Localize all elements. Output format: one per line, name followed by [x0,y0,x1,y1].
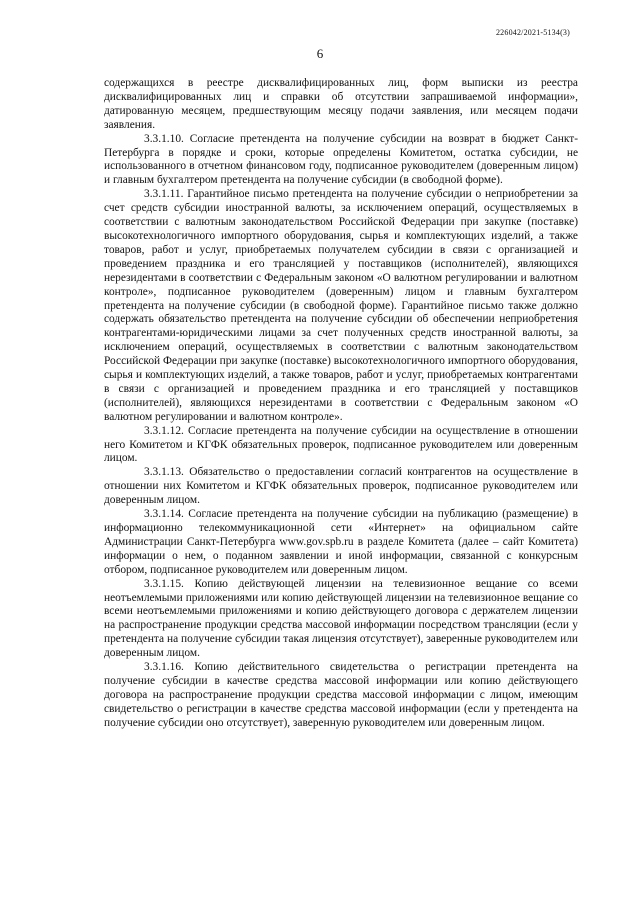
paragraph-3-3-1-15: 3.3.1.15. Копию действующей лицензии на телевизионное вещание со всеми неотъемлемыми приложениями или копию действующей лицензии на телевизионное вещание со всеми неотъемлемыми приложениями и копию действующего договора с держателем лицензии на распространение продукции средства массовой информации посредством трансляции (если у претендента на получение субсидии такая лицензия отсутствует), заверенные руководителем или доверенным лицом. [104,577,578,660]
paragraph-3-3-1-10: 3.3.1.10. Согласие претендента на получение субсидии на возврат в бюджет Санкт-Петербурга в порядке и сроки, которые определены Комитетом, остатка субсидии, не использованного в отчетном финансовом году, подписанное руководителем (доверенным лицом) и главным бухгалтером претендента на получение субсидии (в свободной форме). [104,132,578,187]
paragraph-3-3-1-16: 3.3.1.16. Копию действительного свидетельства о регистрации претендента на получение субсидии в качестве средства массовой информации или копию действующего договора на распространение продукции средства массовой информации с лицом, имеющим свидетельство о регистрации в качестве средства массовой информации (если у претендента на получение субсидии оно отсутствует), заверенную руководителем или доверенным лицом. [104,661,578,729]
paragraph-3-3-1-12: 3.3.1.12. Согласие претендента на получение субсидии на осуществление в отношении него Комитетом и КГФК обязательных проверок, подписанное руководителем или доверенным лицом. [104,424,578,465]
paragraph-continuation: содержащихся в реестре дисквалифицированных лиц, форм выписки из реестра дисквалифицированных лиц и справки об отсутствии запрашиваемой информации», датированную месяцем, предшествующим месяцу подачи заявления, или месяцем подачи заявления. [104,77,578,131]
page-number: 6 [316,46,324,61]
paragraph-3-3-1-13: 3.3.1.13. Обязательство о предоставлении согласий контрагентов на осуществление в отношении них Комитетом и КГФК обязательных проверок, подписанное руководителем или доверенным лицом. [104,466,578,507]
document-registration-number: 226042/2021-5134(3) [495,28,570,37]
paragraph-3-3-1-14: 3.3.1.14. Согласие претендента на получение субсидии на публикацию (размещение) в информационно телекоммуникационной сети «Интернет» на официальном сайте Администрации Санкт-Петербурга www.gov.spb.ru в разделе Комитета (далее – сайт Комитета) информации о нем, о поданном заявлении и иной информации, связанной с конкурсным отбором, подписанное руководителем или доверенным лицом. [104,508,578,576]
document-body [104,77,578,731]
paragraph-3-3-1-11: 3.3.1.11. Гарантийное письмо претендента на получение субсидии о неприобретении за счет средств субсидии иностранной валюты, за исключением операций, осуществляемых в соответствии с валютным законодательством Российской Федерации при закупке (поставке) высокотехнологичного импортного оборудования, сырья и комплектующих изделий, а также товаров, работ и услуг, приобретаемых получателем субсидии в связи с организацией и проведением праздника и его трансляцией у поставщиков (исполнителей), являющихся нерезидентами в соответствии с Федеральным законом «О валютном регулировании и валютном контроле», подписанное руководителем (доверенным) лицом и главным бухгалтером претендента на получение субсидии (в свободной форме). Гарантийное письмо также должно содержать обязательство претендента на получение субсидии об обеспечении неприобретения контрагентами-юридическими лицами за счет полученных средств иностранной валюты, за исключением операций, осуществляемых в соответствии с валютным законодательством Российской Федерации при закупке (поставке) высокотехнологичного импортного оборудования, сырья и комплектующих изделий, а также товаров, работ и услуг, приобретаемых контрагентами в связи с организацией и проведением праздника и его трансляцией у поставщиков (исполнителей), являющихся нерезидентами в соответствии с Федеральным законом «О валютном регулировании и валютном контроле». [104,188,578,423]
